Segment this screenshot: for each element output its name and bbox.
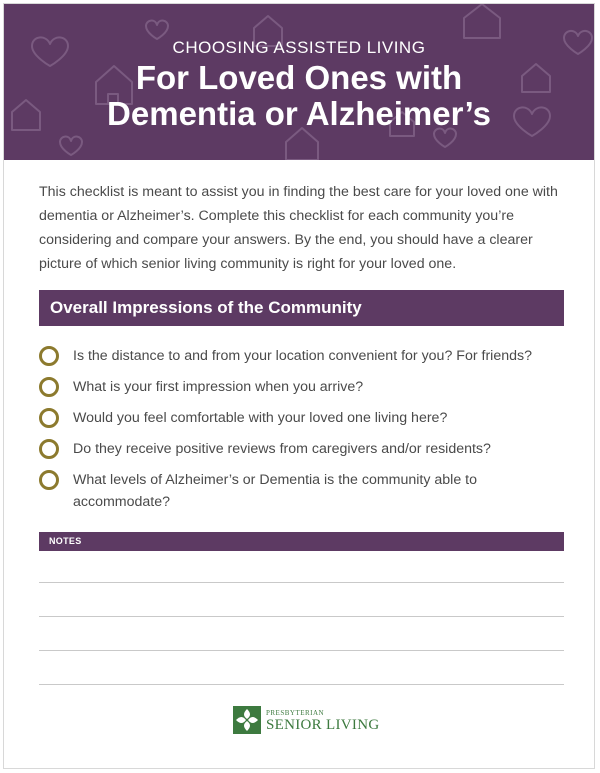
checklist-item [39, 345, 564, 367]
checklist-item-text: Is the distance to and from your location convenient for you? For friends? [73, 348, 532, 364]
logo-line-2: SENIOR LIVING [266, 717, 380, 733]
notes-line[interactable] [39, 582, 564, 583]
section-heading: Overall Impressions of the Community [39, 290, 564, 326]
header-banner [4, 4, 594, 160]
checklist-item [39, 438, 564, 460]
checkbox-circle[interactable] [39, 439, 59, 459]
checklist-page [3, 3, 595, 769]
checklist [39, 345, 564, 522]
header-title-line-2: Dementia or Alzheimer’s [107, 95, 491, 132]
logo-line-1: PRESBYTERIAN [266, 709, 325, 717]
notes-heading: NOTES [39, 532, 564, 551]
checkbox-circle[interactable] [39, 408, 59, 428]
checkbox-circle[interactable] [39, 470, 59, 490]
checklist-item-text: Would you feel comfortable with your loved one living here? [73, 410, 448, 426]
header-title-line-1: For Loved Ones with [135, 59, 463, 96]
notes-line[interactable] [39, 684, 564, 685]
intro-paragraph: This checklist is meant to assist you in finding the best care for your loved one with dementia or Alzheimer’s. Complete this checklist for each community you’re considering and compare your answers. By the end, you should have a clearer picture of which senior living community is right for your loved one. [39, 184, 558, 272]
checklist-item-text: What is your first impression when you arrive? [73, 379, 364, 395]
checklist-item [39, 407, 564, 429]
checklist-item-text: Do they receive positive reviews from caregivers and/or residents? [73, 441, 491, 457]
checklist-item [39, 376, 564, 398]
checkbox-circle[interactable] [39, 377, 59, 397]
checkbox-circle[interactable] [39, 346, 59, 366]
notes-line[interactable] [39, 650, 564, 651]
checklist-item [39, 469, 564, 513]
notes-line[interactable] [39, 616, 564, 617]
header-title [4, 60, 594, 132]
header-eyebrow: CHOOSING ASSISTED LIVING [172, 38, 426, 57]
checklist-item-text: What levels of Alzheimer’s or Dementia is the community able to accommodate? [73, 472, 477, 510]
leaf-cross-logo-icon [233, 706, 261, 734]
